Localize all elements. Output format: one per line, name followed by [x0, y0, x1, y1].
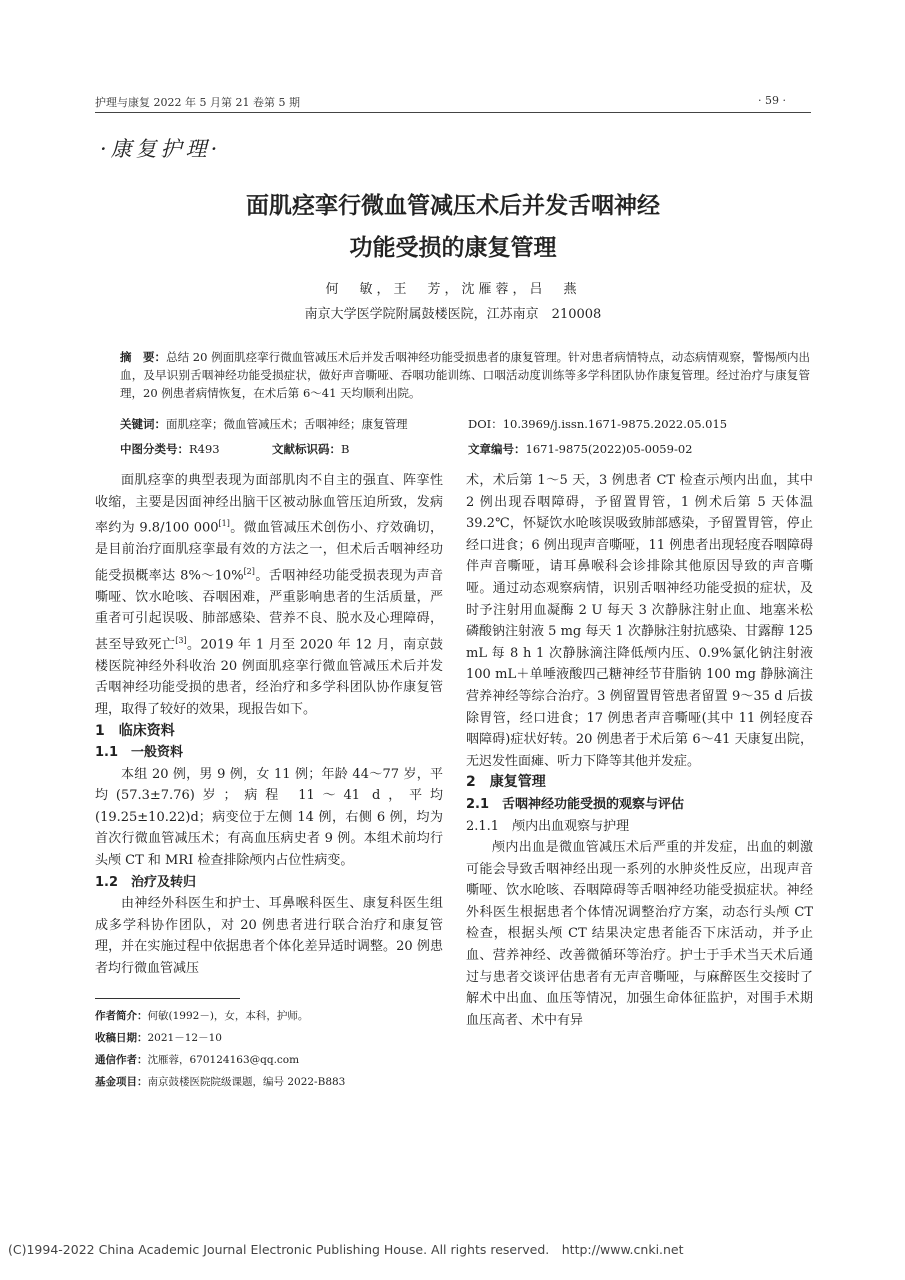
doc-code-value: B — [341, 442, 350, 456]
article-number-value: 1671-9875(2022)05-0059-02 — [525, 442, 693, 456]
doc-code-label: 文献标识码： — [272, 442, 341, 456]
footnote-correspondence: 通信作者：沈雁蓉，670124163@qq.com — [95, 1054, 300, 1066]
footnote-author: 作者简介：何敏(1992－)，女，本科，护师。 — [95, 1010, 309, 1022]
paragraph-1-2: 由神经外科医生和护士、耳鼻喉科医生、康复科医生组成多学科协作团队，对 20 例患者进行联合治疗和康复管理，并在实施过程中依据患者个体化差异适时调整。20 例患者均行微血管减压 — [95, 896, 443, 977]
keywords-label: 关键词： — [120, 417, 166, 431]
affiliation: 南京大学医学院附属鼓楼医院，江苏南京 210008 — [304, 307, 602, 322]
article-title-line2: 功能受损的康复管理 — [349, 235, 557, 261]
abstract-text: 总结 20 例面肌痉挛行微血管减压术后并发舌咽神经功能受损患者的康复管理。针对患者病情特点，动态病情观察，警惕颅内出血，及早识别舌咽神经功能受损症状，做好声音嘶哑、吞咽功能训练、口咽活动度训练等多学科团队协作康复管理。经过治疗与康复管理，20 例患者病情恢复，在术后第 6～41 天均顺利出院。 — [120, 350, 810, 400]
article-number-label: 文章编号： — [468, 442, 526, 456]
doi: DOI：10.3969/j.issn.1671-9875.2022.05.015 — [468, 417, 728, 431]
footnote-rule — [95, 998, 240, 999]
heading-2-1: 2.1 舌咽神经功能受损的观察与评估 — [466, 796, 685, 812]
keywords-text: 面肌痉挛；微血管减压术；舌咽神经；康复管理 — [166, 417, 408, 431]
keywords — [120, 416, 408, 432]
paragraph-1-1: 本组 20 例，男 9 例，女 11 例；年龄 44～77 岁，平均(57.3±7.76)岁；病程 11～41 d，平均(19.25±10.22)d；病变位于左侧 14 例，右侧 6 例，均为首次行微血管减压术；有高血压病史者 9 例。本组术前均行头颅 CT 和 MRI 检查排除颅内占位性病变。 — [95, 766, 443, 869]
classification-label: 中图分类号： — [120, 442, 189, 456]
article-number — [468, 441, 692, 457]
header-rule — [95, 112, 811, 113]
body-right-column — [466, 470, 813, 1031]
citation-2: [2] — [243, 566, 255, 576]
authors: 何 敏，王 芳，沈雁蓉，吕 燕 — [325, 282, 581, 297]
abstract-label: 摘 要： — [120, 350, 167, 364]
journal-header: 护理与康复 2022 年 5 月第 21 卷第 5 期 — [95, 96, 300, 109]
body-left-column — [95, 470, 443, 980]
heading-2: 2 康复管理 — [466, 774, 546, 791]
heading-1-1: 1.1 一般资料 — [95, 745, 184, 761]
citation-3: [3] — [175, 635, 187, 645]
heading-2-1-1: 2.1.1 颅内出血观察与护理 — [466, 818, 630, 834]
classification — [120, 441, 220, 457]
paragraph-2-1-1: 颅内出血是微血管减压术后严重的并发症，出血的刺激可能会导致舌咽神经出现一系列的水肿炎性反应，出现声音嘶哑、饮水呛咳、吞咽障碍等舌咽神经功能受损症状。神经外科医生根据患者个体情况调整治疗方案，动态行头颅 CT 检查，根据头颅 CT 结果决定患者能否下床活动，并予止血、营养神经、改善微循环等治疗。护士于手术当天术后通过与患者交谈评估患者有无声音嘶哑，与麻醉医生交接时了解术中出血、血压等情况，加强生命体征监护，对围手术期血压高者、术中有异 — [466, 840, 813, 1028]
intro-paragraph: 面肌痉挛的典型表现为面部肌肉不自主的强直、阵挛性收缩，主要是因面神经出脑干区被动脉血管压迫所致，发病率约为 9.8/100 000[1]。微血管减压术创伤小、疗效确切，是目前治疗面肌痉挛最有效的方法之一，但术后舌咽神经功能受损概率达 8%～10%[2]。舌咽神经功能受损表现为声音嘶哑、饮水呛咳、吞咽困难，严重影响患者的生活质量，严重者可引起误吸、肺部感染、营养不良、脱水及心理障碍，甚至导致死亡[3]。2019 年 1 月至 2020 年 12 月，南京鼓楼医院神经外科收治 20 例面肌痉挛行微血管减压术后并发舌咽神经功能受损的患者，经治疗和多学科团队协作康复管理，取得了较好的效果，现报告如下。 — [95, 473, 443, 717]
citation-1: [1] — [218, 519, 230, 529]
footnote-funding: 基金项目：南京鼓楼医院院级课题，编号 2022-B883 — [95, 1076, 346, 1088]
abstract — [120, 348, 810, 402]
section-label: ·康复护理· — [100, 137, 222, 161]
footnote-received: 收稿日期：2021－12－10 — [95, 1032, 222, 1044]
heading-1-2: 1.2 治疗及转归 — [95, 874, 197, 890]
doc-code — [272, 441, 349, 457]
continued-paragraph: 术，术后第 1～5 天，3 例患者 CT 检查示颅内出血，其中 2 例出现吞咽障碍，予留置胃管，1 例术后第 5 天体温 39.2℃，怀疑饮水呛咳误吸致肺部感染，予留置胃管，停止经口进食；6 例出现声音嘶哑，11 例患者出现轻度吞咽障碍伴声音嘶哑，请耳鼻喉科会诊排除其他原因导致的声音嘶哑。通过动态观察病情，识别舌咽神经功能受损的症状，及时予注射用血凝酶 2 U 每天 3 次静脉注射止血、地塞米松磷酸钠注射液 5 mg 每天 1 次静脉注射抗感染、甘露醇 125 mL 每 8 h 1 次静脉滴注降低颅内压、0.9%氯化钠注射液 100 mL＋单唾液酸四己糖神经节苷脂钠 100 mg 静脉滴注营养神经等综合治疗。3 例留置胃管患者留置 9～35 d 后拔除胃管，经口进食；17 例患者声音嘶哑(其中 11 例轻度吞咽障碍)症状好转。20 例患者于术后第 6～41 天康复出院，无迟发性面瘫、听力下降等其他并发症。 — [466, 473, 813, 769]
heading-1: 1 临床资料 — [95, 722, 175, 739]
page-number: · 59 · — [758, 94, 786, 107]
copyright-footer: (C)1994-2022 China Academic Journal Electronic Publishing House. All rights reserved. http://www.cnki.net — [8, 1242, 684, 1257]
article-title-line1: 面肌痉挛行微血管减压术后并发舌咽神经 — [246, 193, 660, 219]
classification-value: R493 — [189, 442, 220, 456]
